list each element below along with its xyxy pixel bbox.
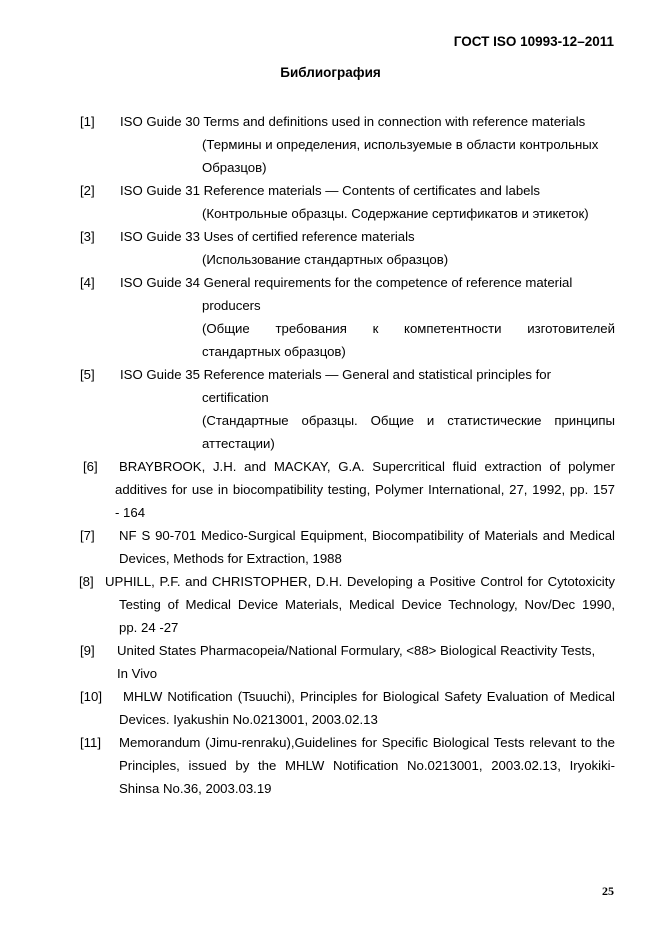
reference-text: In Vivo — [117, 666, 158, 681]
reference-item — [80, 685, 615, 731]
reference-item — [80, 524, 615, 570]
reference-text: ISO Guide 30 Terms and definitions used in connection with reference materials — [120, 114, 586, 129]
reference-item — [80, 570, 615, 639]
reference-item — [80, 455, 615, 524]
reference-text: Principles, issued by the MHLW Notification No.0213001, 2003.02.13, Iryokiki- — [119, 758, 615, 773]
reference-text: - 164 — [115, 505, 146, 520]
reference-number: [8] — [79, 574, 94, 589]
reference-text: NF S 90-701 Medico-Surgical Equipment, Biocompatibility of Materials and Medical — [119, 528, 615, 543]
reference-text-continued: certification — [202, 390, 269, 405]
reference-text: Testing of Medical Device Materials, Medical Device Technology, Nov/Dec 1990, — [119, 597, 615, 612]
reference-number: [4] — [80, 275, 95, 290]
reference-number: [10] — [80, 689, 102, 704]
reference-item — [80, 639, 615, 685]
reference-translation: (Стандартные образцы. Общие и статистические принципы — [202, 413, 615, 428]
reference-translation: (Общие требования к компетентности изготовителей — [202, 321, 615, 336]
reference-text: UPHILL, P.F. and CHRISTOPHER, D.H. Developing a Positive Control for Cytotoxicity — [105, 574, 615, 589]
reference-translation: стандартных образцов) — [202, 344, 346, 359]
reference-text-continued: producers — [202, 298, 261, 313]
reference-text: additives for use in biocompatibility testing, Polymer International, 27, 1992, pp. 157 — [115, 482, 615, 497]
reference-text: Memorandum (Jimu-renraku),Guidelines for Specific Biological Tests relevant to the — [119, 735, 615, 750]
reference-text: Devices. Iyakushin No.0213001, 2003.02.13 — [119, 712, 378, 727]
reference-translation: (Контрольные образцы. Содержание сертификатов и этикеток) — [202, 206, 589, 221]
reference-text: ISO Guide 31 Reference materials — Contents of certificates and labels — [120, 183, 541, 198]
reference-number: [1] — [80, 114, 95, 129]
reference-text: ISO Guide 34 General requirements for the competence of reference material — [120, 275, 573, 290]
reference-number: [7] — [80, 528, 95, 543]
reference-number: [5] — [80, 367, 95, 382]
reference-translation: (Использование стандартных образцов) — [202, 252, 449, 267]
reference-translation: аттестации) — [202, 436, 275, 451]
reference-text: Devices, Methods for Extraction, 1988 — [119, 551, 342, 566]
reference-item — [80, 271, 615, 363]
reference-item — [80, 179, 615, 225]
reference-text: BRAYBROOK, J.H. and MACKAY, G.A. Supercritical fluid extraction of polymer — [119, 459, 615, 474]
reference-text: pp. 24 -27 — [119, 620, 179, 635]
reference-number: [11] — [80, 735, 102, 750]
reference-item — [80, 363, 615, 455]
reference-item — [80, 225, 615, 271]
reference-text: Shinsa No.36, 2003.03.19 — [119, 781, 272, 796]
reference-text: MHLW Notification (Tsuuchi), Principles for Biological Safety Evaluation of Medical — [123, 689, 615, 704]
reference-translation: Образцов) — [202, 160, 267, 175]
reference-number: [3] — [80, 229, 95, 244]
reference-number: [6] — [83, 459, 98, 474]
reference-text: ISO Guide 35 Reference materials — General and statistical principles for — [120, 367, 551, 382]
reference-item — [80, 731, 615, 800]
reference-number: [9] — [80, 643, 95, 658]
reference-translation: (Термины и определения, используемые в области контрольных — [202, 137, 599, 152]
reference-text: United States Pharmacopeia/National Formulary, <88> Biological Reactivity Tests, — [117, 643, 596, 658]
standard-designation: ГОСТ ISO 10993-12–2011 — [453, 34, 614, 49]
reference-number: [2] — [80, 183, 95, 198]
page-number: 25 — [602, 884, 614, 898]
reference-text: ISO Guide 33 Uses of certified reference materials — [120, 229, 415, 244]
page-title: Библиография — [280, 65, 381, 80]
reference-item — [80, 110, 615, 179]
